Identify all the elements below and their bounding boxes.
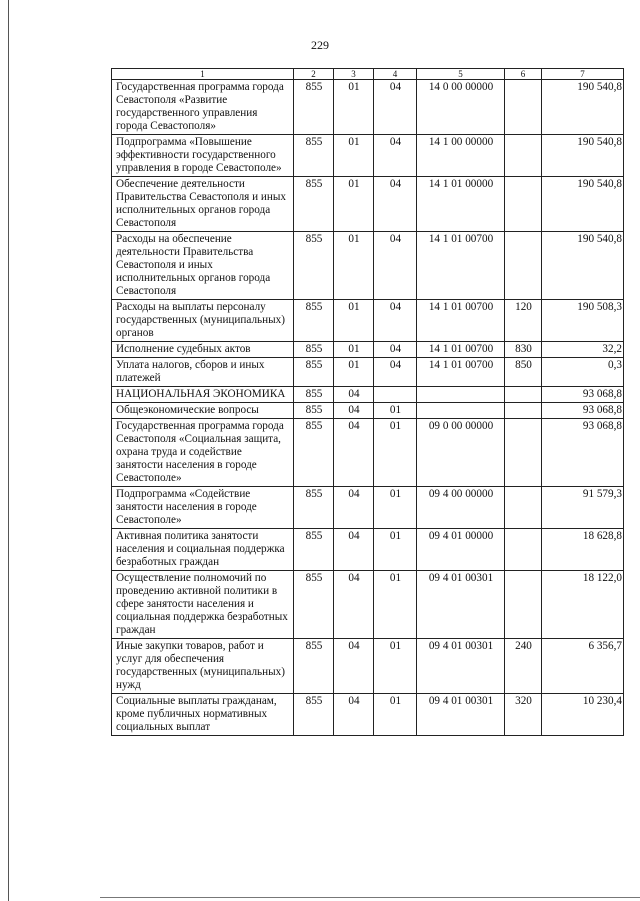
row-name-cell: Уплата налогов, сборов и иных платежей xyxy=(112,358,294,387)
section-cell: 01 xyxy=(334,342,374,358)
table-header-row xyxy=(112,69,624,80)
section-cell: 04 xyxy=(334,639,374,694)
table-row xyxy=(112,571,624,639)
page-number: 229 xyxy=(311,38,329,52)
section-cell: 04 xyxy=(334,571,374,639)
table-row xyxy=(112,80,624,135)
target-article-cell: 09 4 00 00000 xyxy=(417,487,505,529)
table-row xyxy=(112,529,624,571)
page-edge-rule xyxy=(8,0,9,901)
amount-cell: 190 540,8 xyxy=(542,135,624,177)
subsection-cell: 04 xyxy=(374,358,417,387)
table-body xyxy=(112,69,624,736)
row-name-cell: Государственная программа города Севастополя «Развитие государственного управления города Севастополя» xyxy=(112,80,294,135)
expense-type-cell xyxy=(505,177,542,232)
subsection-cell: 01 xyxy=(374,571,417,639)
expense-type-cell: 830 xyxy=(505,342,542,358)
section-cell: 04 xyxy=(334,694,374,736)
row-name-cell: НАЦИОНАЛЬНАЯ ЭКОНОМИКА xyxy=(112,387,294,403)
row-name-cell: Осуществление полномочий по проведению активной политики в сфере занятости населения и социальная поддержка безработных граждан xyxy=(112,571,294,639)
admin-code-cell: 855 xyxy=(294,135,334,177)
amount-cell: 190 540,8 xyxy=(542,177,624,232)
target-article-cell: 09 0 00 00000 xyxy=(417,419,505,487)
target-article-cell: 09 4 01 00301 xyxy=(417,639,505,694)
row-name-cell: Социальные выплаты гражданам, кроме публичных нормативных социальных выплат xyxy=(112,694,294,736)
row-name-cell: Обеспечение деятельности Правительства Севастополя и иных исполнительных органов города Севастополя xyxy=(112,177,294,232)
table-row xyxy=(112,358,624,387)
admin-code-cell: 855 xyxy=(294,387,334,403)
target-article-cell: 14 1 01 00700 xyxy=(417,232,505,300)
admin-code-cell: 855 xyxy=(294,529,334,571)
subsection-cell: 04 xyxy=(374,135,417,177)
amount-cell: 6 356,7 xyxy=(542,639,624,694)
row-name-cell: Подпрограмма «Содействие занятости населения в городе Севастополе» xyxy=(112,487,294,529)
header-cell: 6 xyxy=(505,69,542,80)
admin-code-cell: 855 xyxy=(294,403,334,419)
subsection-cell: 04 xyxy=(374,342,417,358)
section-cell: 04 xyxy=(334,419,374,487)
amount-cell: 93 068,8 xyxy=(542,403,624,419)
target-article-cell: 14 1 01 00700 xyxy=(417,358,505,387)
section-cell: 04 xyxy=(334,403,374,419)
subsection-cell: 01 xyxy=(374,529,417,571)
admin-code-cell: 855 xyxy=(294,487,334,529)
expense-type-cell xyxy=(505,232,542,300)
subsection-cell: 01 xyxy=(374,419,417,487)
section-cell: 04 xyxy=(334,529,374,571)
section-cell: 01 xyxy=(334,135,374,177)
target-article-cell: 14 1 01 00700 xyxy=(417,300,505,342)
row-name-cell: Государственная программа города Севастополя «Социальная защита, охрана труда и содействие занятости населения в городе Севастополе» xyxy=(112,419,294,487)
section-cell: 04 xyxy=(334,387,374,403)
admin-code-cell: 855 xyxy=(294,80,334,135)
subsection-cell: 04 xyxy=(374,177,417,232)
target-article-cell: 09 4 01 00301 xyxy=(417,694,505,736)
table-row xyxy=(112,639,624,694)
subsection-cell: 04 xyxy=(374,300,417,342)
table-row xyxy=(112,232,624,300)
amount-cell: 18 122,0 xyxy=(542,571,624,639)
header-cell: 2 xyxy=(294,69,334,80)
table-row xyxy=(112,487,624,529)
table-row xyxy=(112,177,624,232)
section-cell: 01 xyxy=(334,177,374,232)
subsection-cell: 01 xyxy=(374,487,417,529)
section-cell: 01 xyxy=(334,300,374,342)
row-name-cell: Иные закупки товаров, работ и услуг для обеспечения государственных (муниципальных) нужд xyxy=(112,639,294,694)
subsection-cell: 01 xyxy=(374,403,417,419)
target-article-cell xyxy=(417,403,505,419)
amount-cell: 190 540,8 xyxy=(542,80,624,135)
expense-type-cell xyxy=(505,403,542,419)
table-row xyxy=(112,694,624,736)
row-name-cell: Исполнение судебных актов xyxy=(112,342,294,358)
admin-code-cell: 855 xyxy=(294,177,334,232)
table-row xyxy=(112,342,624,358)
target-article-cell: 14 0 00 00000 xyxy=(417,80,505,135)
header-cell: 7 xyxy=(542,69,624,80)
table-row xyxy=(112,403,624,419)
table-row xyxy=(112,300,624,342)
expense-type-cell xyxy=(505,387,542,403)
amount-cell: 91 579,3 xyxy=(542,487,624,529)
target-article-cell xyxy=(417,387,505,403)
row-name-cell: Активная политика занятости населения и социальная поддержка безработных граждан xyxy=(112,529,294,571)
target-article-cell: 09 4 01 00301 xyxy=(417,571,505,639)
header-cell: 3 xyxy=(334,69,374,80)
subsection-cell: 04 xyxy=(374,232,417,300)
amount-cell: 93 068,8 xyxy=(542,387,624,403)
expense-type-cell xyxy=(505,419,542,487)
header-cell: 1 xyxy=(112,69,294,80)
table-row xyxy=(112,135,624,177)
admin-code-cell: 855 xyxy=(294,342,334,358)
page-bottom-rule xyxy=(100,897,640,898)
expense-type-cell: 850 xyxy=(505,358,542,387)
section-cell: 01 xyxy=(334,80,374,135)
target-article-cell: 14 1 01 00000 xyxy=(417,177,505,232)
target-article-cell: 09 4 01 00000 xyxy=(417,529,505,571)
expense-type-cell xyxy=(505,571,542,639)
table-row xyxy=(112,387,624,403)
subsection-cell: 01 xyxy=(374,639,417,694)
row-name-cell: Расходы на выплаты персоналу государственных (муниципальных) органов xyxy=(112,300,294,342)
table-row xyxy=(112,419,624,487)
header-cell: 5 xyxy=(417,69,505,80)
admin-code-cell: 855 xyxy=(294,358,334,387)
admin-code-cell: 855 xyxy=(294,571,334,639)
amount-cell: 0,3 xyxy=(542,358,624,387)
target-article-cell: 14 1 00 00000 xyxy=(417,135,505,177)
expense-type-cell xyxy=(505,80,542,135)
admin-code-cell: 855 xyxy=(294,232,334,300)
target-article-cell: 14 1 01 00700 xyxy=(417,342,505,358)
row-name-cell: Общеэкономические вопросы xyxy=(112,403,294,419)
amount-cell: 93 068,8 xyxy=(542,419,624,487)
row-name-cell: Расходы на обеспечение деятельности Правительства Севастополя и иных исполнительных органов города Севастополя xyxy=(112,232,294,300)
header-cell: 4 xyxy=(374,69,417,80)
admin-code-cell: 855 xyxy=(294,694,334,736)
amount-cell: 32,2 xyxy=(542,342,624,358)
section-cell: 01 xyxy=(334,358,374,387)
expense-type-cell: 120 xyxy=(505,300,542,342)
subsection-cell: 04 xyxy=(374,80,417,135)
row-name-cell: Подпрограмма «Повышение эффективности государственного управления в городе Севастополе» xyxy=(112,135,294,177)
expense-type-cell: 240 xyxy=(505,639,542,694)
amount-cell: 190 540,8 xyxy=(542,232,624,300)
budget-table xyxy=(111,68,624,736)
subsection-cell: 01 xyxy=(374,694,417,736)
section-cell: 04 xyxy=(334,487,374,529)
subsection-cell xyxy=(374,387,417,403)
expense-type-cell xyxy=(505,135,542,177)
amount-cell: 10 230,4 xyxy=(542,694,624,736)
expense-type-cell xyxy=(505,529,542,571)
expense-type-cell: 320 xyxy=(505,694,542,736)
admin-code-cell: 855 xyxy=(294,300,334,342)
admin-code-cell: 855 xyxy=(294,639,334,694)
amount-cell: 190 508,3 xyxy=(542,300,624,342)
admin-code-cell: 855 xyxy=(294,419,334,487)
amount-cell: 18 628,8 xyxy=(542,529,624,571)
expense-type-cell xyxy=(505,487,542,529)
section-cell: 01 xyxy=(334,232,374,300)
